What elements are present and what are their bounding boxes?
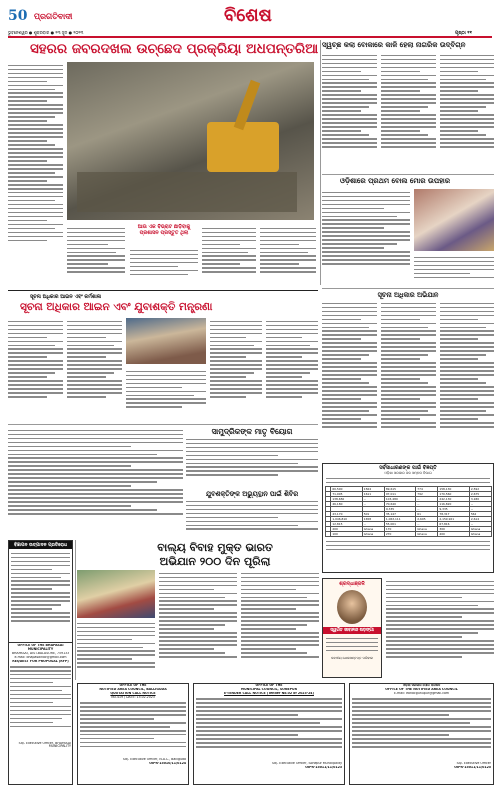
right-mid-body-col3 <box>440 300 494 460</box>
rti-body-col3 <box>126 368 206 418</box>
tender2-ipr: OIPR-15011/11/0123 <box>305 765 342 769</box>
child-marriage-body-col2 <box>159 570 237 680</box>
tender2-name: MUNICIPAL COUNCIL, SONEPUR <box>240 687 298 691</box>
notice-table-cell: -- <box>416 502 438 507</box>
tender2-sub: E-TENDER CALL NOTICE (Tender No.02 of 2023-24) <box>224 691 314 695</box>
logo-name: ପ୍ରଗତିବାଦୀ <box>34 12 73 21</box>
notice-table-cell: -- <box>362 497 384 502</box>
right-bottom-story <box>386 578 494 678</box>
child-marriage-body-col1 <box>77 620 155 680</box>
right-top-body-col2 <box>381 52 436 172</box>
child-marriage-body-col3 <box>241 570 319 680</box>
public-notice <box>322 463 494 573</box>
notice-table-cell: 103,480 <box>384 497 415 502</box>
page-number: ପୃଷ୍ଠା ୧୧ <box>455 31 472 36</box>
yuba-body <box>186 498 318 538</box>
tender-balliguda <box>77 683 189 785</box>
tender-nac <box>349 683 494 785</box>
notice-table-cell: 55,001 <box>384 522 415 527</box>
rfp-email: e-mail: bhapasainac@gmail.com <box>14 655 67 659</box>
notice-table-cell: 2,159,921 <box>438 517 469 522</box>
rfp-office-sub: BHAPASAI, DIST-BALASORE, 759133 <box>11 651 70 655</box>
tender1-name: NOTIFIED AREA COUNCIL, BALLIGUDA <box>99 687 167 691</box>
left-story-body <box>8 427 183 537</box>
center-headline <box>190 292 191 293</box>
section-title: ବିଶେଷ <box>224 5 272 26</box>
notice-table-row <box>326 532 492 537</box>
debris <box>77 172 297 212</box>
notice-table-cell: -- <box>469 522 491 527</box>
tender3-title: ଓଡ଼ିଶା ସରକାର ପୌର ପରିଷଦ <box>402 684 441 687</box>
notice-subtitle: ଓଡ଼ିଶା ସରକାର ଜଳ ସମ୍ପଦ ବିଭାଗ <box>384 471 432 475</box>
notice-table-cell: 1611 <box>362 492 384 497</box>
notice-table-cell: 97,011 <box>384 492 415 497</box>
notice-table-cell: 170 <box>384 527 415 532</box>
lead-body-col3 <box>130 247 198 285</box>
notice-table-cell: 12,815 <box>331 522 362 527</box>
notice-table-cell: Ghana <box>416 527 438 532</box>
tender1-body <box>80 700 186 758</box>
notice-table-cell: -- <box>416 497 438 502</box>
lead-body-col4 <box>202 225 256 285</box>
samudrika-title: ସାମୁଦ୍ରିକଙ୍କ ମାତୃ ବିୟୋଗ <box>211 427 293 436</box>
lead-body-col1 <box>8 62 63 285</box>
child-marriage-headline-2: ଅଭିଯାନ ୨୦୦ ଦିନ ପୂରିଲା <box>159 555 271 568</box>
notice-table-cell: -- <box>416 507 438 512</box>
rti-body-col1 <box>8 318 63 418</box>
right-mid-body-col2 <box>381 300 436 460</box>
dateline: ଭୁବନେଶ୍ୱର ● ଶୁକ୍ରବାର ● ୨୩ ଜୁନ ● ୨୦୨୩ <box>8 30 84 35</box>
notice-table-cell: -- <box>469 507 491 512</box>
child-marriage-headline: ବାଲ୍ୟ ବିବାହ ମୁକ୍ତ ଭାରତ <box>157 541 273 554</box>
notice-table-cell: -- <box>362 522 384 527</box>
notice-table-cell: 70,640 <box>384 502 415 507</box>
right-second-body-col2 <box>414 254 494 285</box>
notice-title: ସର୍ବସାଧାରଣଙ୍କ ପାଇଁ ବିଜ୍ଞପ୍ତି <box>379 465 437 471</box>
rti-headline: ସୂଚନା ଅଧିକାର ଆଇନ ଏବଂ ଯୁବାଶକ୍ତି ମନ୍ତ୍ରଣା <box>20 301 213 313</box>
notice-table-cell: 71,005 <box>331 492 362 497</box>
notice-table-cell: 270 <box>384 532 415 537</box>
tender3-email: E-mail: eonacgunupur@gmail.com <box>393 691 450 695</box>
child-marriage-photo <box>77 570 155 618</box>
notice-table-cell: 2,675 <box>469 492 491 497</box>
right-top-body-col3 <box>440 52 494 172</box>
lead-headline: ସହରର ଜବରଦଖଲ ଉଚ୍ଛେଦ ପ୍ରକ୍ରିୟା ଅଧପନ୍ତରିଆ <box>30 41 319 57</box>
notice-table-cell: 158,130 <box>438 487 469 492</box>
notice-table-cell: 78,317 <box>438 512 469 517</box>
notice-table-cell: 1564 <box>362 487 384 492</box>
notice-table-cell: 60,500 <box>331 487 362 492</box>
rfp-title: REQUEST FOR PROPOSAL (RFP) <box>12 659 69 663</box>
notice-table-cell: 1,063,111 <box>384 517 415 522</box>
tender2-title: OFFICE OF THE <box>255 684 283 687</box>
notice-table-cell: 100 <box>331 532 362 537</box>
notice-table-cell: 200 <box>331 527 362 532</box>
logo-anniversary-number: 50 <box>8 8 28 24</box>
rfp-body <box>10 664 71 742</box>
tender1-ipr: OIPR-15010/11/0124 <box>149 761 186 765</box>
right-second-body-col1 <box>322 189 410 285</box>
obituary-box <box>322 578 382 678</box>
lead-body-col5 <box>260 225 316 285</box>
notice-table-cell: 116,820 <box>438 502 469 507</box>
notice-table-cell: 2,592 <box>469 487 491 492</box>
tender-sonepur <box>193 683 345 785</box>
left-box-body <box>11 550 70 640</box>
right-top-divider <box>322 174 494 175</box>
notice-table-cell: 242,130 <box>438 497 469 502</box>
lead-subhead-box <box>130 224 198 244</box>
notice-table-cell: 9,335 <box>384 507 415 512</box>
tender1-sub: QUOTATION CALL NOTICE <box>110 691 156 695</box>
notice-table-cell: 43,170 <box>331 512 362 517</box>
tender1-signature: Sd/- Executive Officer, N.A.C., Balliguda <box>122 757 186 761</box>
left-ad-box <box>8 540 73 785</box>
tender3-signature: Sd/- Executive Officer <box>456 761 491 765</box>
right-kicker: ସୂଚନା ଅଧିକାର ଅଭିଯାନ <box>377 291 439 299</box>
right-second-headline: ଓଡ଼ିଶାରେ ପ୍ରଥମ ବୋଲ ମୋର ଉପହାର <box>340 177 451 185</box>
rti-kicker: ସୂଚନା ଅଧିକାର ଆଇନ ଏବଂ କର୍ମଶାଳା <box>30 294 101 300</box>
tender3-body <box>352 696 491 762</box>
tender2-body <box>196 696 342 762</box>
notice-table-cell: 3,180 <box>469 497 491 502</box>
obituary-title: ଶ୍ରଦ୍ଧାଞ୍ଜଳି <box>339 581 365 587</box>
notice-table-cell: -- <box>416 522 438 527</box>
notice-table-cell: 138,650 <box>331 497 362 502</box>
masthead-rule <box>8 36 492 38</box>
notice-table-cell: 9,335 <box>438 507 469 512</box>
obituary-photo <box>337 590 367 624</box>
mid-story-headline <box>190 293 318 294</box>
right-top-body-col1 <box>322 52 377 172</box>
notice-table-cell: 562 <box>469 512 491 517</box>
obituary-name: ସ୍ୱର୍ଗତ ଜୀବାନନ୍ଦ ଷଡ଼ଙ୍ଗୀ <box>323 627 381 634</box>
obituary-body <box>326 635 378 655</box>
tender3-name: OFFICE OF THE NOTIFIED AREA COUNCIL <box>385 687 458 691</box>
notice-table-cell: 774 <box>416 487 438 492</box>
notice-table-cell: 35,147 <box>384 512 415 517</box>
notice-table-cell: 792 <box>416 492 438 497</box>
notice-intro <box>326 475 490 485</box>
tender2-signature: Sd/- Executive Officer, Sonepur Municipality <box>272 761 342 765</box>
tender3-ipr: OIPR-15011/11/0125 <box>454 765 491 769</box>
right-top-headline: ସ୍ୱଚ୍ଛ କଲା ବୋକାରେ କାଳି ହେଲା ନାଗରିକ ଉଦ୍ବିଗ୍ନ <box>322 41 466 49</box>
rfp-signature: Sd/- Executive Officer, BHAPASAI MUNICIPALITY <box>18 741 71 749</box>
tender1-title: OFFICE OF THE <box>119 684 147 687</box>
rti-bottom-rule <box>8 424 318 425</box>
notice-table-cell: -- <box>362 502 384 507</box>
notice-table-cell: 46,180 <box>331 502 362 507</box>
column-rule-2 <box>75 540 76 680</box>
right-mid-rule <box>322 288 494 289</box>
lead-photo <box>67 62 314 220</box>
rti-photo <box>126 318 206 364</box>
rti-body-col2 <box>67 318 122 418</box>
rti-body-col4 <box>210 318 262 418</box>
notice-table-cell: Ghana <box>362 527 384 532</box>
notice-table-cell: Ghana <box>362 532 384 537</box>
notice-table-cell: 89,615 <box>384 487 415 492</box>
notice-table-cell: 501 <box>362 512 384 517</box>
rfp-office-title: OFFICE OF THE BHAPASAI MUNICIPALITY <box>17 644 64 651</box>
obituary-caption: ଭବଦୀୟ ଶୋକସନ୍ତପ୍ତ ପରିବାର <box>331 656 373 660</box>
samudrika-block <box>186 427 318 487</box>
notice-table-cell: 67,816 <box>438 522 469 527</box>
yuba-title: ଯୁବଶକ୍ତିଙ୍କ ଅଭ୍ୟୁତ୍ଥାନ ପାଇଁ ଶିବିର <box>205 490 299 498</box>
right-second-photo <box>414 189 494 251</box>
notice-table-cell: 300 <box>438 527 469 532</box>
left-box-title: ବିଜ୍ଞାପନ ଉତ୍ପାଦନ ପ୍ରତିରୋଧ <box>9 541 72 549</box>
notice-table-cell: 2,614 <box>469 517 491 522</box>
notice-table-cell: Ghana <box>416 532 438 537</box>
column-rule-1 <box>320 40 321 285</box>
right-mid-body-col1 <box>322 300 377 460</box>
notice-table-cell: 1,046,810 <box>331 517 362 522</box>
notice-table <box>325 486 492 537</box>
notice-table-cell: 170,560 <box>438 492 469 497</box>
notice-table-cell: 2,695 <box>416 517 438 522</box>
samudrika-body <box>186 436 318 484</box>
notice-table-cell: 400 <box>438 532 469 537</box>
notice-table-cell: Ghana <box>469 532 491 537</box>
notice-table-cell: Ghana <box>469 527 491 532</box>
notice-table-cell: 61 <box>416 512 438 517</box>
tender1-number: NO.419 / DATE: 15.02.2023 <box>111 695 155 699</box>
lead-subhead: ଆଉ ଏକ ବିଭ୍ରାଟ ଛାଡ଼ିବାକୁ ପ୍ରଶାସନ ପ୍ରସ୍ତୁତ ଥିଲା <box>137 224 191 236</box>
lead-body-col2 <box>67 225 125 285</box>
rti-body-col5 <box>266 318 318 418</box>
notice-table-cell: -- <box>469 502 491 507</box>
notice-footer <box>326 538 490 552</box>
yuba-block <box>186 490 318 540</box>
newspaper-logo <box>8 8 104 26</box>
notice-table-cell: 1658 <box>362 517 384 522</box>
